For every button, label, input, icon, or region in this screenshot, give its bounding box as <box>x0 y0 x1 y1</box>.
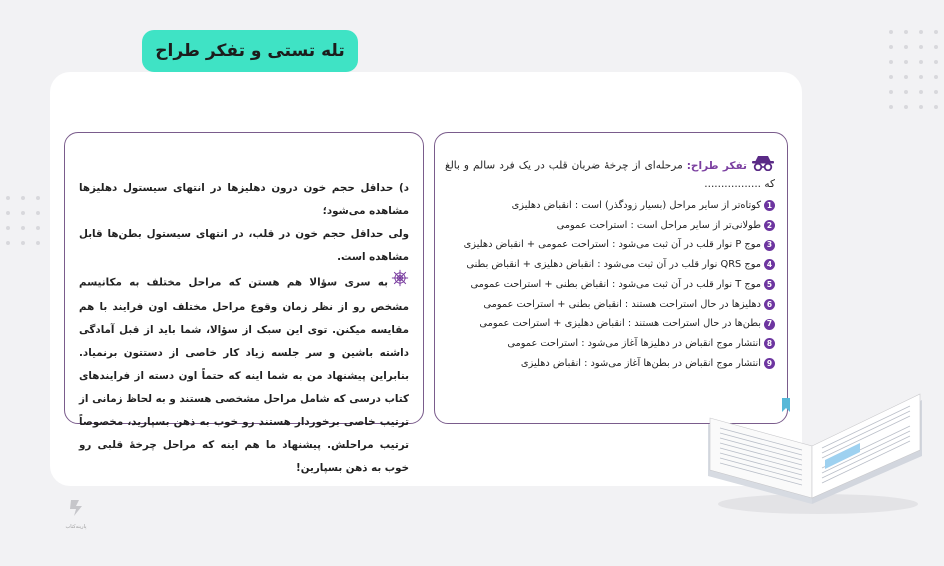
brand-logo-icon <box>65 498 87 518</box>
designer-thinking-label: تفکر طراح: <box>686 159 747 172</box>
spider-web-icon <box>391 269 409 296</box>
section-title: تله تستی و تفکر طراح <box>155 41 345 61</box>
answer-text <box>79 177 409 480</box>
option-text: موج QRS نوار قلب در آن ثبت می‌شود : انقباض دهلیزی + انقباض بطنی <box>466 259 761 271</box>
option-number-badge: 5 <box>764 279 775 290</box>
option-number-badge: 8 <box>764 338 775 349</box>
answer-line-2: ولی حداقل حجم خون در قلب، در انتهای سیستول بطن‌ها قابل مشاهده است. <box>79 228 409 263</box>
open-book-illustration <box>700 372 926 524</box>
option-item <box>445 354 775 374</box>
answer-paragraph: به سری سؤالا هم هستن که مراحل مختلف به مکانیسم مشخص رو از نظر زمان وقوع مراحل مختلف اون فرایند با هم مقایسه میکنن. توی این سبک از سؤالا، شما باید از قبل آمادگی داشته باشین و سر جلسه زیاد کار خاصی از دستتون برنمیاد. بنابراین پیشنهاد من به شما اینه که حتماً اون دسته از فرایندهای کتاب درسی که شامل مراحل مشخصی هستند و به لحاظ زمانی از ترتیب خاصی برخوردار هستند رو خوب به ذهن بسپارید، مخصوصاً ترتیب مراحلش. پیشنهاد ما هم اینه که مراحل چرخهٔ قلبی رو خوب به ذهن بسپارین! <box>79 276 409 474</box>
option-text: انتشار موج انقباض در بطن‌ها آغاز می‌شود : انقباض دهلیزی <box>520 357 761 369</box>
option-text: موج T نوار قلب در آن ثبت می‌شود : انقباض بطنی + استراحت عمومی <box>470 278 761 290</box>
option-text: دهلیزها در حال استراحت هستند : انقباض بطنی + استراحت عمومی <box>483 298 761 310</box>
option-item <box>445 196 775 216</box>
option-number-badge: 7 <box>764 319 775 330</box>
option-number-badge: 2 <box>764 220 775 231</box>
option-number-badge: 9 <box>764 358 775 369</box>
options-list <box>445 196 775 373</box>
option-number-badge: 4 <box>764 259 775 270</box>
answer-line-1: د) حداقل حجم خون درون دهلیزها در انتهای سیستول دهلیزها مشاهده می‌شود؛ <box>79 182 409 217</box>
brand-logo-text: پارینه‌کتاب <box>65 524 87 530</box>
option-item <box>445 295 775 315</box>
option-text: طولانی‌تر از سایر مراحل است : استراحت عمومی <box>556 219 761 231</box>
option-text: موج P نوار قلب در آن ثبت می‌شود : استراحت عمومی + انقباض دهلیزی <box>463 239 761 251</box>
option-item <box>445 216 775 236</box>
detective-icon <box>751 155 775 176</box>
brand-logo <box>56 498 96 530</box>
option-text: انتشار موج انقباض در دهلیزها آغاز می‌شود : استراحت عمومی <box>507 337 761 349</box>
option-item <box>445 314 775 334</box>
option-item <box>445 334 775 354</box>
option-number-badge: 3 <box>764 240 775 251</box>
question-stem: مرحله‌ای از چرخهٔ ضربان قلب در یک فرد سالم و بالغ که ................. <box>445 159 775 190</box>
option-text: کوتاه‌تر از سایر مراحل (بسیار زودگذر) است : انقباض دهلیزی <box>511 200 761 211</box>
decorative-dots-right <box>889 30 938 109</box>
option-item <box>445 275 775 295</box>
option-text: بطن‌ها در حال استراحت هستند : انقباض دهلیزی + استراحت عمومی <box>479 318 761 330</box>
answer-panel <box>64 132 424 474</box>
option-number-badge: 6 <box>764 299 775 310</box>
option-number-badge: 1 <box>764 200 775 211</box>
decorative-dots-left <box>6 196 40 245</box>
option-item <box>445 255 775 275</box>
option-item <box>445 235 775 255</box>
question-intro <box>445 155 775 192</box>
section-title-tab <box>142 30 358 72</box>
